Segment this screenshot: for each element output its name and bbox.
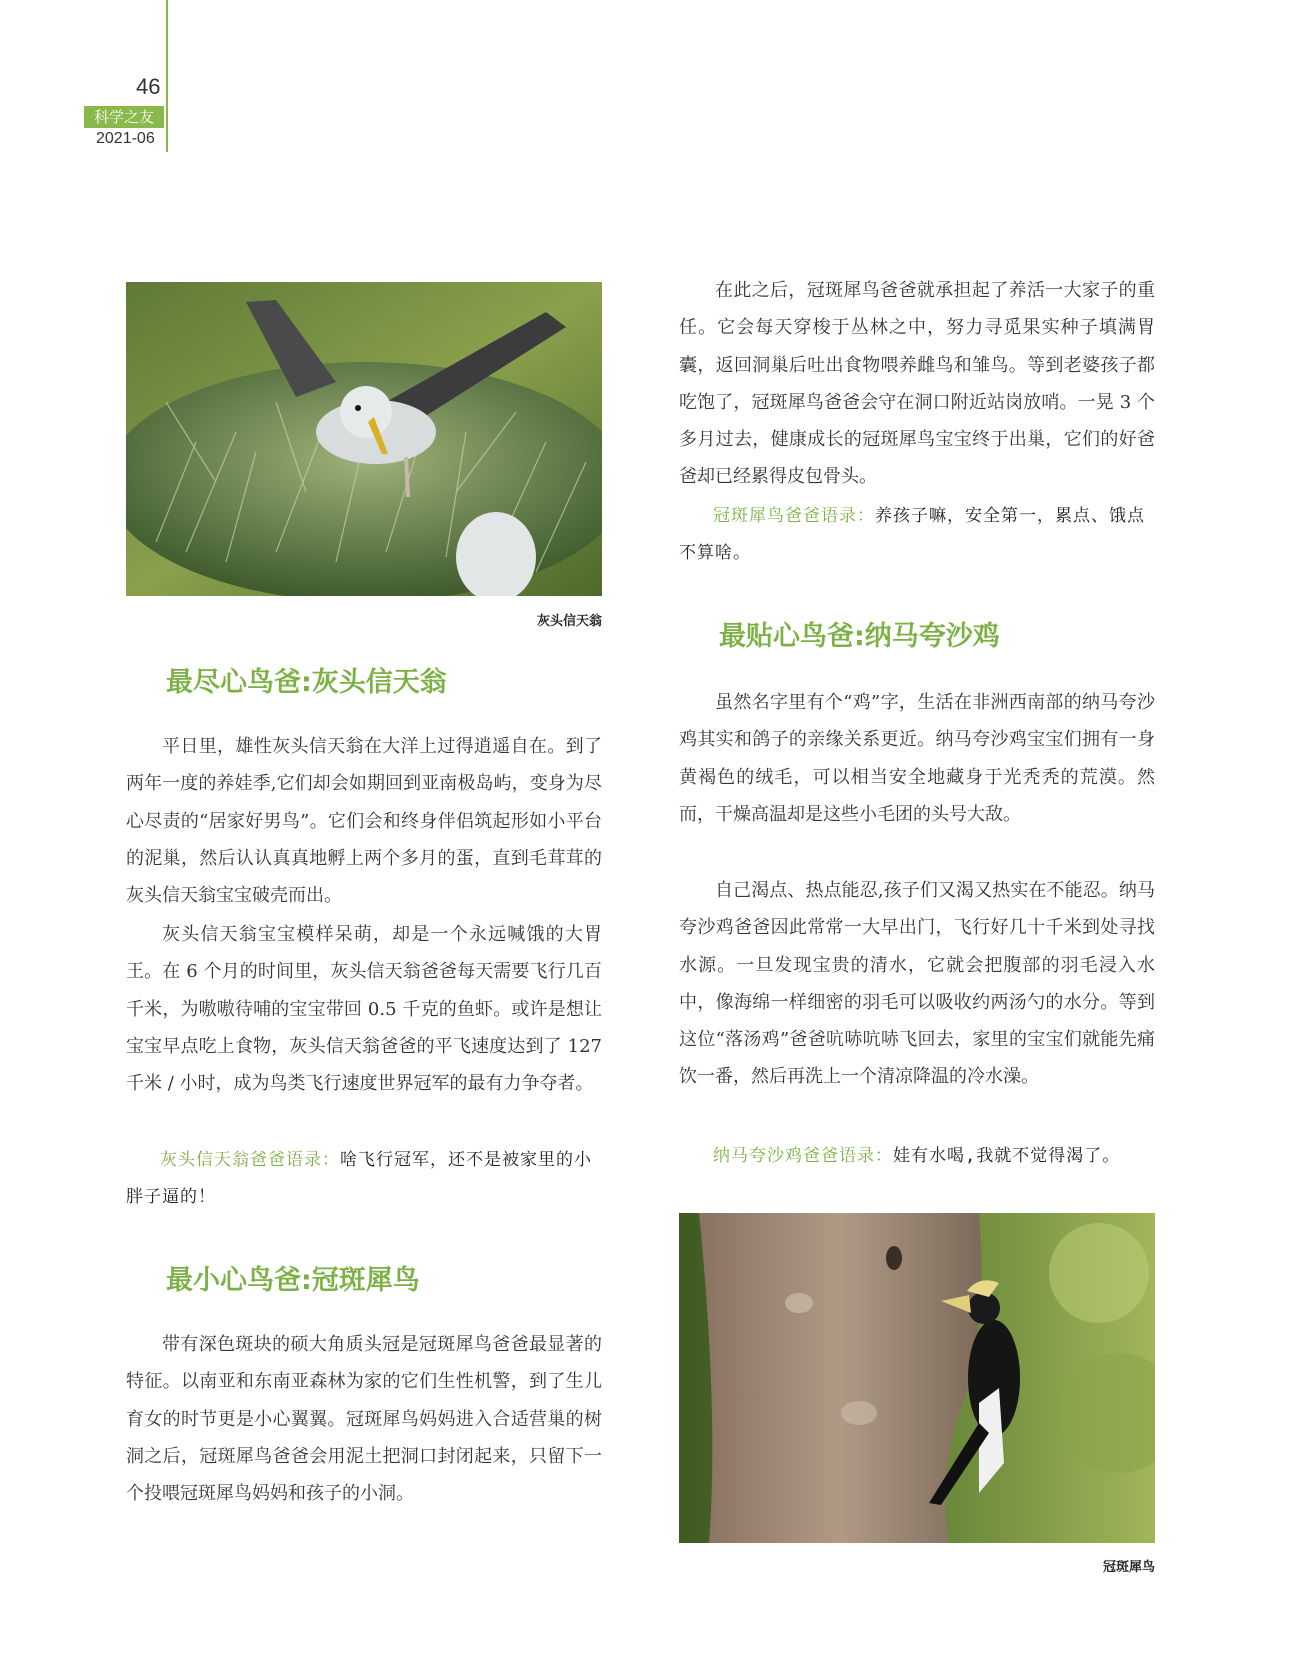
sandgrouse-quote xyxy=(679,1138,1155,1175)
albatross-quote xyxy=(126,1142,602,1216)
hornbill-paragraph-1: 带有深色斑块的硕大角质头冠是冠斑犀鸟爸爸最显著的特征。以南亚和东南亚森林为家的它们生性机警，到了生儿育女的时节更是小心翼翼。冠斑犀鸟妈妈进入合适营巢的树洞之后，冠斑犀鸟爸爸会用泥土把洞口封闭起来，只留下一个投喂冠斑犀鸟妈妈和孩子的小洞。 xyxy=(126,1334,602,1505)
sandgrouse-quote-text: 娃有水喝,我就不觉得渴了。 xyxy=(893,1146,1121,1166)
albatross-illustration xyxy=(126,282,602,596)
header-rule xyxy=(166,0,168,152)
hornbill-paragraph-2: 在此之后，冠斑犀鸟爸爸就承担起了养活一大家子的重任。它会每天穿梭于丛林之中，努力寻觅果实种子填满胃囊，返回洞巢后吐出食物喂养雌鸟和雏鸟。等到老婆孩子都吃饱了，冠斑犀鸟爸爸会守在洞口附近站岗放哨。一晃 3 个多月过去，健康成长的冠斑犀鸟宝宝终于出巢，它们的好爸爸却已经累得皮包骨头。 xyxy=(679,280,1155,488)
sandgrouse-heading: 最贴心鸟爸:纳马夸沙鸡 xyxy=(719,621,1000,652)
issue-date: 2021-06 xyxy=(96,130,155,147)
hornbill-illustration xyxy=(679,1213,1155,1543)
hornbill-caption: 冠斑犀鸟 xyxy=(1102,1560,1155,1575)
page-number: 46 xyxy=(136,74,161,99)
hornbill-quote xyxy=(679,498,1155,572)
hornbill-quote-label: 冠斑犀鸟爸爸语录： xyxy=(713,506,875,526)
albatross-photo xyxy=(126,282,602,596)
magazine-name: 科学之友 xyxy=(84,106,164,128)
hornbill-heading: 最小心鸟爸:冠斑犀鸟 xyxy=(166,1265,420,1296)
hornbill-quote-text: 养孩子嘛，安全第一，累点、饿点不算啥。 xyxy=(679,506,1145,563)
albatross-caption: 灰头信天翁 xyxy=(536,614,602,629)
sandgrouse-paragraph-2: 自己渴点、热点能忍,孩子们又渴又热实在不能忍。纳马夸沙鸡爸爸因此常常一大早出门，飞行好几十千米到处寻找水源。一旦发现宝贵的清水，它就会把腹部的羽毛浸入水中，像海绵一样细密的羽毛可以吸收约两汤勺的水分。等到这位“落汤鸡”爸爸吭哧吭哧飞回去，家里的宝宝们就能先痛饮一番，然后再洗上一个清凉降温的冷水澡。 xyxy=(679,880,1155,1088)
sandgrouse-quote-label: 纳马夸沙鸡爸爸语录： xyxy=(713,1146,893,1166)
sandgrouse-paragraph-1: 虽然名字里有个“鸡”字，生活在非洲西南部的纳马夸沙鸡其实和鸽子的亲缘关系更近。纳马夸沙鸡宝宝们拥有一身黄褐色的绒毛，可以相当安全地藏身于光秃秃的荒漠。然而，干燥高温却是这些小毛团的头号大敌。 xyxy=(679,692,1155,825)
hornbill-photo xyxy=(679,1213,1155,1543)
albatross-quote-text: 啥飞行冠军，还不是被家里的小胖子逼的！ xyxy=(126,1150,592,1207)
albatross-paragraph-1: 平日里，雄性灰头信天翁在大洋上过得逍遥自在。到了两年一度的养娃季,它们却会如期回到亚南极岛屿，变身为尽心尽责的“居家好男鸟”。它们会和终身伴侣筑起形如小平台的泥巢，然后认认真真地孵上两个多月的蛋，直到毛茸茸的灰头信天翁宝宝破壳而出。 xyxy=(126,736,602,907)
albatross-heading: 最尽心鸟爸:灰头信天翁 xyxy=(166,667,447,698)
albatross-paragraph-2: 灰头信天翁宝宝模样呆萌，却是一个永远喊饿的大胃王。在 6 个月的时间里，灰头信天翁爸爸每天需要飞行几百千米，为嗷嗷待哺的宝宝带回 0.5 千克的鱼虾。或许是想让宝宝早点吃上食物，灰头信天翁爸爸的平飞速度达到了 127 千米 / 小时，成为鸟类飞行速度世界冠军的最有力争夺者。 xyxy=(126,924,602,1095)
albatross-quote-label: 灰头信天翁爸爸语录： xyxy=(160,1150,340,1170)
